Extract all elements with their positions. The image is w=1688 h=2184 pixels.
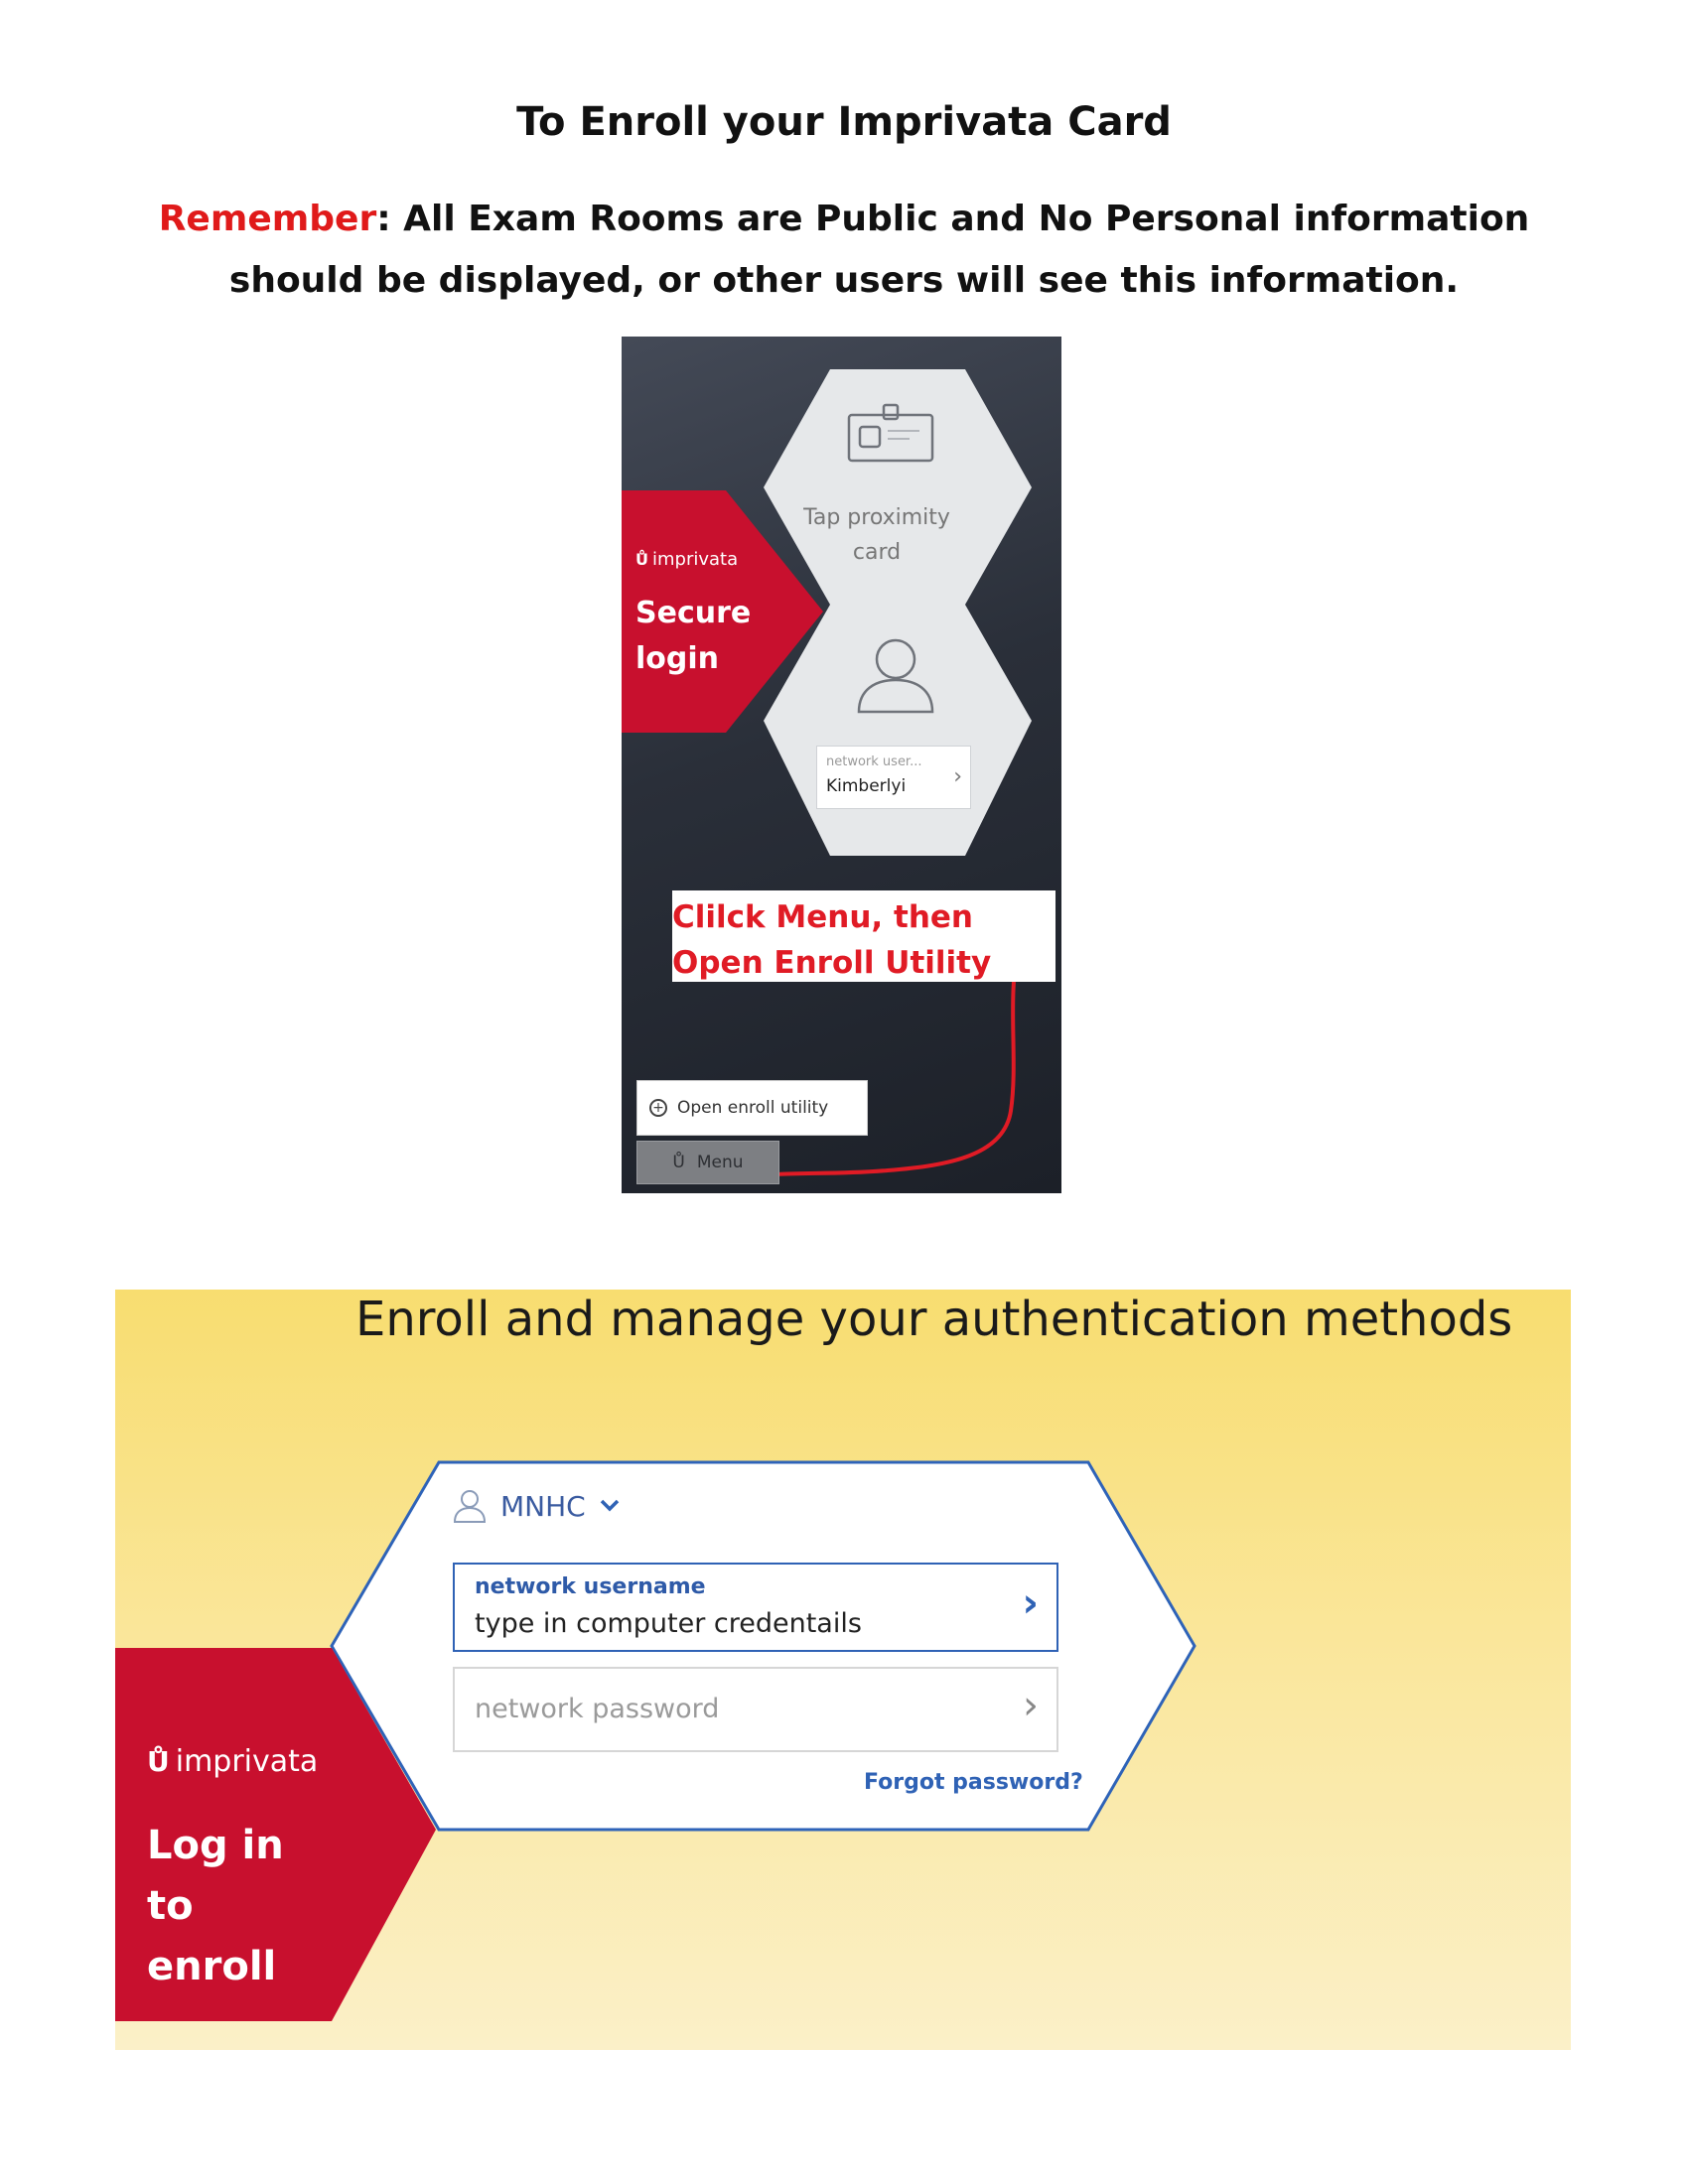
tap-card-line1: Tap proximity (803, 505, 950, 530)
network-password-placeholder: network password (475, 1694, 720, 1724)
network-username-field[interactable] (816, 746, 971, 809)
imprivata-logo-icon: Ů (147, 1745, 170, 1778)
menu-label: Menu (696, 1153, 744, 1172)
network-username-label: network user... (826, 754, 922, 769)
page-title: To Enroll your Imprivata Card (516, 99, 1172, 145)
callout-line1: Clilck Menu, then (672, 899, 973, 935)
imprivata-logo-text: imprivata (652, 549, 739, 570)
domain-selector[interactable] (453, 1488, 620, 1524)
imprivata-logo (635, 549, 738, 570)
secure-login-heading (635, 591, 751, 682)
log-in-to-enroll-heading (147, 1816, 284, 1997)
log-in-line1: Log in (147, 1823, 284, 1868)
reminder-text-line1: : All Exam Rooms are Public and No Personal information (376, 199, 1530, 239)
callout-line2: Open Enroll Utility (672, 945, 992, 981)
open-enroll-utility-label: Open enroll utility (677, 1098, 829, 1118)
chevron-right-icon[interactable]: › (953, 764, 962, 789)
tap-card-text (802, 500, 951, 570)
reminder-label: Remember (158, 199, 377, 239)
enroll-screenshot (115, 1290, 1571, 2050)
forgot-password-link[interactable]: Forgot password? (864, 1770, 1083, 1795)
secure-login-line2: login (635, 641, 720, 676)
reminder-paragraph (99, 189, 1589, 312)
menu-button[interactable] (636, 1141, 779, 1184)
imprivata-menu-icon: Ů (672, 1153, 685, 1172)
imprivata-logo-icon: Ů (635, 550, 648, 569)
callout-arrow (775, 982, 1014, 1174)
domain-value: MNHC (500, 1489, 586, 1523)
open-enroll-utility-button[interactable] (636, 1080, 868, 1136)
user-icon (453, 1488, 487, 1524)
instruction-callout (672, 890, 1055, 982)
network-username-value: Kimberlyi (826, 776, 907, 796)
network-username-label: network username (475, 1574, 706, 1599)
chevron-right-icon[interactable]: › (1022, 1580, 1039, 1626)
network-username-value: type in computer credentails (475, 1608, 862, 1639)
user-icon (853, 634, 938, 714)
plus-circle-icon: + (649, 1099, 667, 1117)
proximity-card-icon (846, 403, 935, 465)
secure-login-line1: Secure (635, 596, 752, 630)
reminder-text-line2: should be displayed, or other users will see this information. (228, 260, 1460, 301)
tap-card-line2: card (852, 540, 902, 565)
log-in-line2: to (147, 1883, 194, 1929)
secure-login-screenshot (622, 337, 1061, 1193)
log-in-line3: enroll (147, 1944, 277, 1989)
imprivata-logo (147, 1744, 318, 1779)
network-password-field[interactable] (453, 1667, 1058, 1752)
enroll-heading: Enroll and manage your authentication methods (355, 1292, 1513, 1347)
imprivata-logo-text: imprivata (175, 1744, 319, 1779)
network-username-field[interactable] (453, 1563, 1058, 1652)
chevron-right-icon[interactable]: › (1023, 1683, 1039, 1728)
chevron-down-icon (600, 1499, 620, 1513)
